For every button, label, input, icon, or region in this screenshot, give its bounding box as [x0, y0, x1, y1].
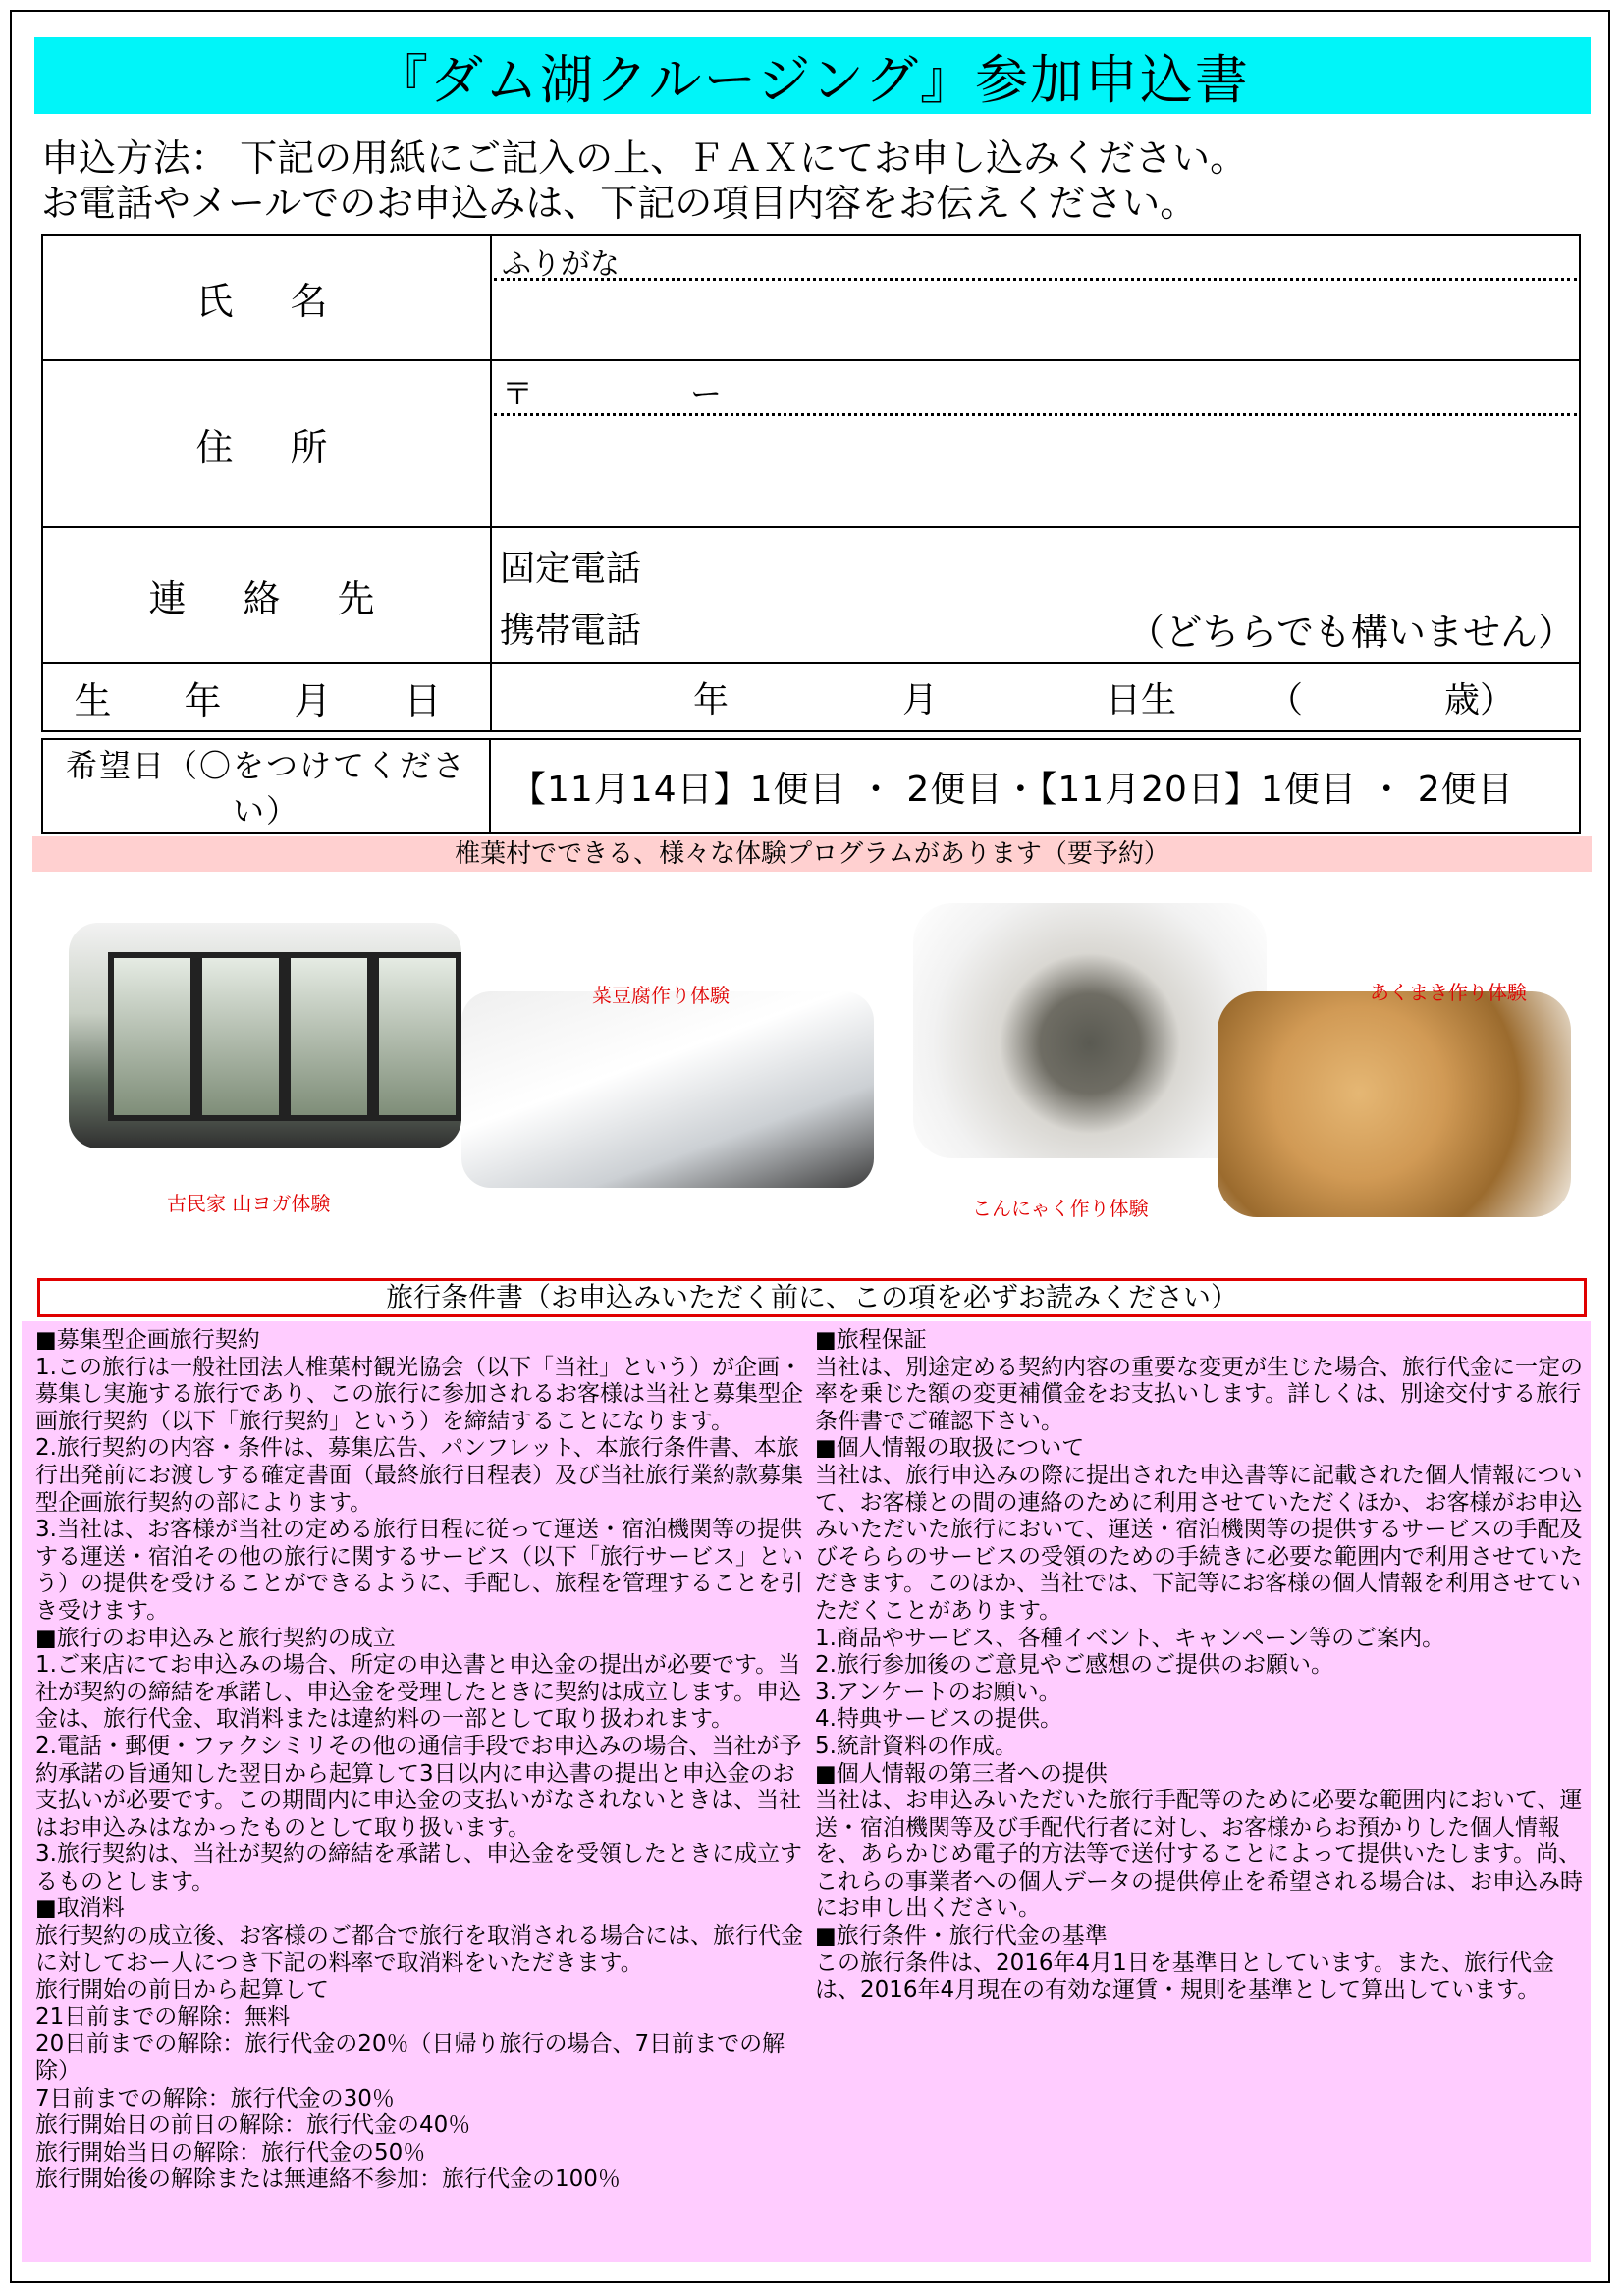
condition-text: 2.電話・郵便・ファクシミリその他の通信手段でお申込みの場合、当社が予約承諾の旨通知した翌日から起算して3日以内に申込書の提出と申込金のお支払いが必要です。この期間内に申込金の支払いがなされないときは、当社はお申込みはなかったものとして取り扱います。	[35, 1733, 802, 1841]
postal-code-row[interactable]	[494, 361, 1577, 416]
method-line-2: お電話やメールでのお申込みは、下記の項目内容をお伝えください。	[41, 182, 1198, 225]
age-paren-open: （	[1268, 679, 1304, 721]
yoga-photo	[69, 923, 461, 1148]
application-form	[41, 234, 1581, 732]
condition-text: 7日前までの解除：旅行代金の30％	[35, 2085, 395, 2111]
condition-text: 5.統計資料の作成。	[815, 1733, 1017, 1759]
condition-text: 旅行契約の成立後、お客様のご都合で旅行を取消される場合には、旅行代金に対しておー人につき下記の料率で取消料をいただきます。	[35, 1923, 803, 1976]
condition-text: 当社は、お申込みいただいた旅行手配等のために必要な範囲内において、運送・宿泊機関等及び手配代行者に対し、お客様からお預かりした個人情報を、あらかじめ電子的方法等で送付することによって提供いたします。尚、これらの事業者への個人データの提供停止を希望される場合は、お申込み時にお申し出ください。	[815, 1788, 1583, 1922]
landline-label: 固定電話	[500, 549, 642, 589]
akumaki-photo	[1218, 991, 1571, 1217]
postal-dash: ー	[690, 375, 723, 412]
konnyaku-photo	[913, 903, 1267, 1158]
condition-text: 1.この旅行は一般社団法人椎葉村観光協会（以下「当社」という）が企画・募集し実施する旅行であり、この旅行に参加されるお客様は当社と募集型企画旅行契約（以下「旅行契約」という）を締結することになります。	[35, 1354, 803, 1434]
address-label: 住 所	[42, 360, 491, 527]
name-label: 氏 名	[42, 235, 491, 360]
condition-text: 旅行開始日の前日の解除：旅行代金の40％	[35, 2112, 471, 2139]
contact-label: 連 絡 先	[42, 527, 491, 663]
condition-text: 旅行開始当日の解除：旅行代金の50％	[35, 2139, 426, 2165]
condition-text: 旅行開始後の解除または無連絡不参加：旅行代金の100％	[35, 2166, 621, 2193]
conditions-right-column	[815, 1327, 1585, 2004]
furigana-label: ふりがな	[494, 236, 1577, 281]
condition-text: 4.特典サービスの提供。	[815, 1706, 1062, 1733]
conditions-left-column	[35, 1327, 807, 2194]
contact-field[interactable]	[491, 527, 1580, 663]
konnyaku-caption: こんにゃく作り体験	[972, 1197, 1149, 1220]
postal-mark: 〒	[502, 375, 534, 412]
page-title: 『ダム湖クルージング』参加申込書	[34, 37, 1591, 114]
condition-text: この旅行条件は、2016年4月1日を基準日としています。また、旅行代金は、2016年4月現在の有効な運賃・規則を基準として算出しています。	[815, 1949, 1554, 2003]
condition-text: ■個人情報の第三者への提供	[815, 1760, 1108, 1787]
age-label: 歳）	[1444, 679, 1516, 721]
condition-text: 1.商品やサービス、各種イベント、キャンペーン等のご案内。	[815, 1625, 1445, 1651]
birth-day-label: 日生	[1106, 679, 1177, 721]
condition-text: ■取消料	[35, 1896, 125, 1922]
mobile-label: 携帯電話	[500, 611, 642, 651]
condition-text: 2.旅行契約の内容・条件は、募集広告、パンフレット、本旅行条件書、本旅行出発前にお渡しする確定書面（最終旅行日程表）及び当社旅行業約款募集型企画旅行契約の部によります。	[35, 1435, 803, 1516]
tofu-caption: 菜豆腐作り体験	[592, 984, 730, 1007]
wish-date-table	[41, 738, 1581, 834]
tofu-photo	[461, 991, 874, 1188]
condition-text: 3.旅行契約は、当社が契約の締結を承諾し、申込金を受領したときに成立するものとします。	[35, 1842, 802, 1895]
condition-text: 当社は、旅行申込みの際に提出された申込書等に記載された個人情報について、お客様との間の連絡のために利用させていただくほか、お客様がお申込みいただいた旅行において、運送・宿泊機関等の提供するサービスの手配及びそららのサービスの受領のための手続きに必要な範囲内で利用させていただきます。このほか、当社では、下記等にお客様の個人情報を利用させていただくことがあります。	[815, 1462, 1583, 1624]
condition-text: 3.当社は、お客様が当社の定める旅行日程に従って運送・宿泊機関等の提供する運送・宿泊その他の旅行に関するサービス（以下「旅行サービス」という）の提供を受けることができるように、手配し、旅程を管理することを引き受けます。	[35, 1517, 803, 1624]
condition-text: ■募集型企画旅行契約	[35, 1327, 260, 1353]
akumaki-caption: あくまき作り体験	[1370, 981, 1527, 1004]
condition-text: 旅行開始の前日から起算して	[35, 1977, 329, 2003]
photo-collage	[69, 883, 1571, 1266]
condition-text: 1.ご来店にてお申込みの場合、所定の申込書と申込金の提出が必要です。当社が契約の締結を承諾し、申込金を受理したときに契約は成立します。申込金は、旅行代金、取消料または違約料の一部として取り扱われます。	[35, 1652, 802, 1733]
birthdate-field[interactable]	[491, 663, 1580, 731]
conditions-title: 旅行条件書（お申込みいただく前に、この項を必ずお読みください）	[37, 1278, 1587, 1317]
condition-text: ■個人情報の取扱について	[815, 1435, 1085, 1462]
yoga-caption: 古民家 山ヨガ体験	[167, 1192, 331, 1215]
condition-text: 当社は、別途定める契約内容の重要な変更が生じた場合、旅行代金に一定の率を乗じた額の変更補償金をお支払いします。詳しくは、別途交付する旅行条件書でご確認下さい。	[815, 1354, 1583, 1434]
program-banner: 椎葉村でできる、様々な体験プログラムがあります（要予約）	[32, 836, 1592, 872]
condition-text: 2.旅行参加後のご意見やご感想のご提供のお願い。	[815, 1652, 1333, 1679]
condition-text: ■旅行のお申込みと旅行契約の成立	[35, 1625, 396, 1651]
condition-text: ■旅行条件・旅行代金の基準	[815, 1923, 1108, 1949]
application-method	[41, 135, 1247, 226]
birthdate-label: 生 年 月 日	[42, 663, 491, 731]
condition-text: 20日前までの解除：旅行代金の20％（日帰り旅行の場合、7日前までの解除）	[35, 2031, 785, 2085]
name-field[interactable]	[491, 235, 1580, 360]
method-line-1: 申込方法： 下記の用紙にご記入の上、ＦＡＸにてお申し込みください。	[41, 136, 1248, 180]
wish-date-options[interactable]: 【11月14日】1便目 ・ 2便目・【11月20日】1便目 ・ 2便目	[490, 739, 1580, 833]
contact-note: （どちらでも構いません）	[1127, 611, 1575, 654]
address-field[interactable]	[491, 360, 1580, 527]
birth-year-label: 年	[693, 679, 730, 721]
condition-text: ■旅程保証	[815, 1327, 927, 1353]
birth-month-label: 月	[902, 679, 939, 721]
wish-date-label: 希望日（〇をつけてください）	[42, 739, 490, 833]
condition-text: 3.アンケートのお願い。	[815, 1679, 1061, 1705]
condition-text: 21日前までの解除：無料	[35, 2003, 291, 2030]
